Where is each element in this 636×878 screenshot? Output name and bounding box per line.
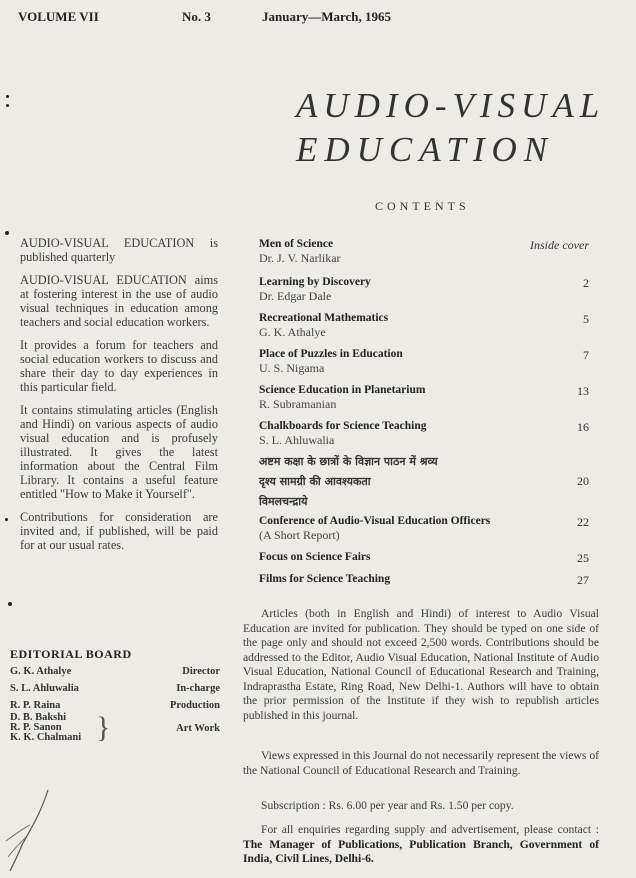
enquiry-notice xyxy=(243,823,599,873)
enquiry-contact: The Manager of Publications, Publication Branch, Government of India, Civil Lines, Delhi-6. xyxy=(243,837,599,865)
toc-entry xyxy=(259,276,589,303)
toc-title: Conference of Audio-Visual Education Officers xyxy=(259,515,491,527)
views-notice xyxy=(243,749,599,784)
intro-column xyxy=(20,236,218,561)
toc-title: Recreational Mathematics xyxy=(259,312,389,324)
issue-date: January—March, 1965 xyxy=(262,9,392,24)
member-name: D. B. Bakshi xyxy=(10,712,67,723)
enquiry-paragraph xyxy=(243,823,599,867)
toc-author: (A Short Report) xyxy=(259,528,340,542)
toc-page: 13 xyxy=(577,384,589,398)
articles-notice xyxy=(243,607,599,729)
scan-mark xyxy=(6,95,9,98)
toc-entry xyxy=(259,515,589,542)
toc-title: Focus on Science Fairs xyxy=(259,551,371,563)
toc-author: Dr. Edgar Dale xyxy=(259,289,332,303)
member-name: G. K. Athalye xyxy=(10,666,72,677)
toc-page: 27 xyxy=(577,573,589,587)
toc-author: U. S. Nigama xyxy=(259,361,325,375)
toc-entry xyxy=(259,573,589,586)
member-role: In-charge xyxy=(176,683,220,694)
editorial-board-title: EDITORIAL BOARD xyxy=(10,647,132,661)
intro-paragraph: AUDIO-VISUAL EDUCATION is published quarterly xyxy=(20,236,218,264)
journal-title-line1: AUDIO-VISUAL xyxy=(296,86,606,125)
issue-number: No. 3 xyxy=(182,9,211,24)
contents-heading: CONTENTS xyxy=(375,199,470,213)
toc-entry xyxy=(259,238,589,265)
member-role: Director xyxy=(182,666,220,677)
toc-author: विमलचन्द्राये xyxy=(259,495,308,508)
toc-page: 16 xyxy=(577,420,589,434)
toc-page: 5 xyxy=(583,312,589,326)
intro-paragraph: It contains stimulating articles (English and Hindi) on various aspects of audio visual education and is profusely illustrated. It gives the latest information about the Central Film Library. It contains a useful feature entitled "How to Make it Yourself". xyxy=(20,403,218,501)
toc-title: दृश्य सामग्री की आवश्यकता xyxy=(259,475,371,488)
enquiry-prefix: For all enquiries regarding supply and advertisement, please contact : xyxy=(261,823,599,836)
toc-page: 22 xyxy=(577,515,589,529)
brace-mark: } xyxy=(96,711,111,744)
intro-paragraph: Contributions for consideration are invited and, if published, will be paid for at our usual rates. xyxy=(20,510,218,552)
scan-mark xyxy=(6,104,9,107)
toc-entry xyxy=(259,420,589,447)
intro-paragraph: It provides a forum for teachers and social education workers to discuss and share their day to day experiences in this particular field. xyxy=(20,338,218,394)
toc-author: S. L. Ahluwalia xyxy=(259,433,335,447)
toc-page: 20 xyxy=(577,474,589,488)
member-name: R. P. Raina xyxy=(10,700,61,711)
pen-scribble xyxy=(0,775,70,875)
intro-paragraph: AUDIO-VISUAL EDUCATION aims at fostering interest in the use of audio visual techniques in education among teachers and social education workers. xyxy=(20,273,218,329)
toc-page: 2 xyxy=(583,276,589,290)
member-role: Art Work xyxy=(176,723,220,734)
member-name: S. L. Ahluwalia xyxy=(10,683,79,694)
journal-title-line2: EDUCATION xyxy=(296,130,555,169)
toc-entry xyxy=(259,551,589,564)
toc-author: R. Subramanian xyxy=(259,397,337,411)
toc-title: अष्टम कक्षा के छात्रों के विज्ञान पाठन में श्रव्य xyxy=(259,455,438,468)
member-name: K. K. Chalmani xyxy=(10,732,82,743)
scan-mark xyxy=(5,231,9,235)
subscription-notice xyxy=(243,799,599,820)
toc-title: Place of Puzzles in Education xyxy=(259,348,403,360)
subscription-paragraph: Subscription : Rs. 6.00 per year and Rs. 1.50 per copy. xyxy=(261,799,514,812)
toc-title: Science Education in Planetarium xyxy=(259,384,426,396)
toc-author: Dr. J. V. Narlikar xyxy=(259,251,341,265)
scan-mark xyxy=(5,518,8,521)
toc-title: Learning by Discovery xyxy=(259,276,371,288)
scan-mark xyxy=(8,602,12,606)
volume-label: VOLUME VII xyxy=(18,9,99,24)
toc-page: 7 xyxy=(583,348,589,362)
toc-page: Inside cover xyxy=(530,238,589,252)
toc-title: Men of Science xyxy=(259,238,334,250)
views-paragraph: Views expressed in this Journal do not necessarily represent the views of the National Council of Educational Research and Training. xyxy=(243,749,599,777)
toc-entry-hindi xyxy=(259,452,589,512)
member-name: R. P. Sanon xyxy=(10,722,62,733)
member-role: Production xyxy=(170,700,220,711)
articles-paragraph: Articles (both in English and Hindi) of interest to Audio Visual Education are invited for publication. They should be typed on one side of the page only and should not exceed 2,500 words. Contributions should be addressed to the Editor, Audio Visual Education, National Institute of Audio Visual Education, National Council of Educational Research and Training, Indraprastha Estate, Ring Road, New Delhi-1. Authors will have to obtain the prior permission of the Institute if they wish to republish articles published in this journal. xyxy=(243,607,599,722)
toc-entry xyxy=(259,312,589,339)
toc-author: G. K. Athalye xyxy=(259,325,326,339)
toc-entry xyxy=(259,348,589,375)
toc-entry xyxy=(259,384,589,411)
toc-title: Films for Science Teaching xyxy=(259,573,391,585)
toc-title: Chalkboards for Science Teaching xyxy=(259,420,427,432)
toc-page: 25 xyxy=(577,551,589,565)
